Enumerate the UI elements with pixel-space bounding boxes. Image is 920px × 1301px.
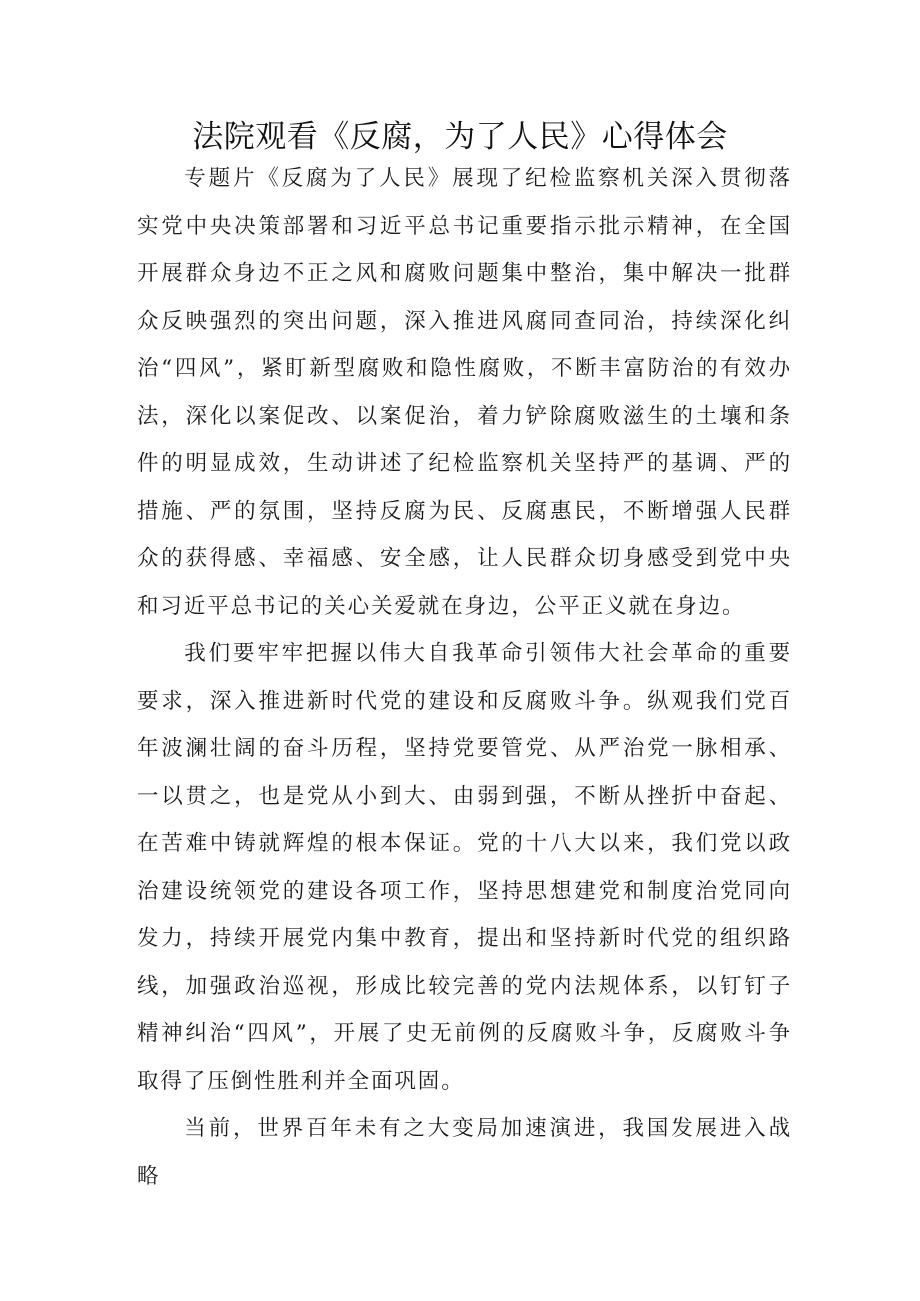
paragraph-3: 当前，世界百年未有之大变局加速演进，我国发展进入战略 <box>137 1116 792 1189</box>
paragraph-2: 我们要牢牢把握以伟大自我革命引领伟大社会革命的重要要求，深入推进新时代党的建设和反腐败斗争。纵观我们党百年波澜壮阔的奋斗历程，坚持党要管党、从严治党一脉相承、一以贯之，也是党从小到大、由弱到强，不断从挫折中奋起、在苦难中铸就辉煌的根本保证。党的十八大以来，我们党以政治建设统领党的建设各项工作，坚持思想建党和制度治党同向发力，持续开展党内集中教育，提出和坚持新时代党的组织路线，加强政治巡视，形成比较完善的党内法规体系，以钉钉子精神纠治“四风”，开展了史无前例的反腐败斗争，反腐败斗争取得了压倒性胜利并全面巩固。 <box>137 641 792 1094</box>
document-body <box>137 155 792 1200</box>
document-title: 法院观看《反腐，为了人民》心得体会 <box>192 119 728 155</box>
paragraph-1: 专题片《反腐为了人民》展现了纪检监察机关深入贯彻落实党中央决策部署和习近平总书记重要指示批示精神，在全国开展群众身边不正之风和腐败问题集中整治，集中解决一批群众反映强烈的突出问题，深入推进风腐同查同治，持续深化纠治“四风”，紧盯新型腐败和隐性腐败，不断丰富防治的有效办法，深化以案促改、以案促治，着力铲除腐败滋生的土壤和条件的明显成效，生动讲述了纪检监察机关坚持严的基调、严的措施、严的氛围，坚持反腐为民、反腐惠民，不断增强人民群众的获得感、幸福感、安全感，让人民群众切身感受到党中央和习近平总书记的关心关爱就在身边，公平正义就在身边。 <box>137 166 792 619</box>
